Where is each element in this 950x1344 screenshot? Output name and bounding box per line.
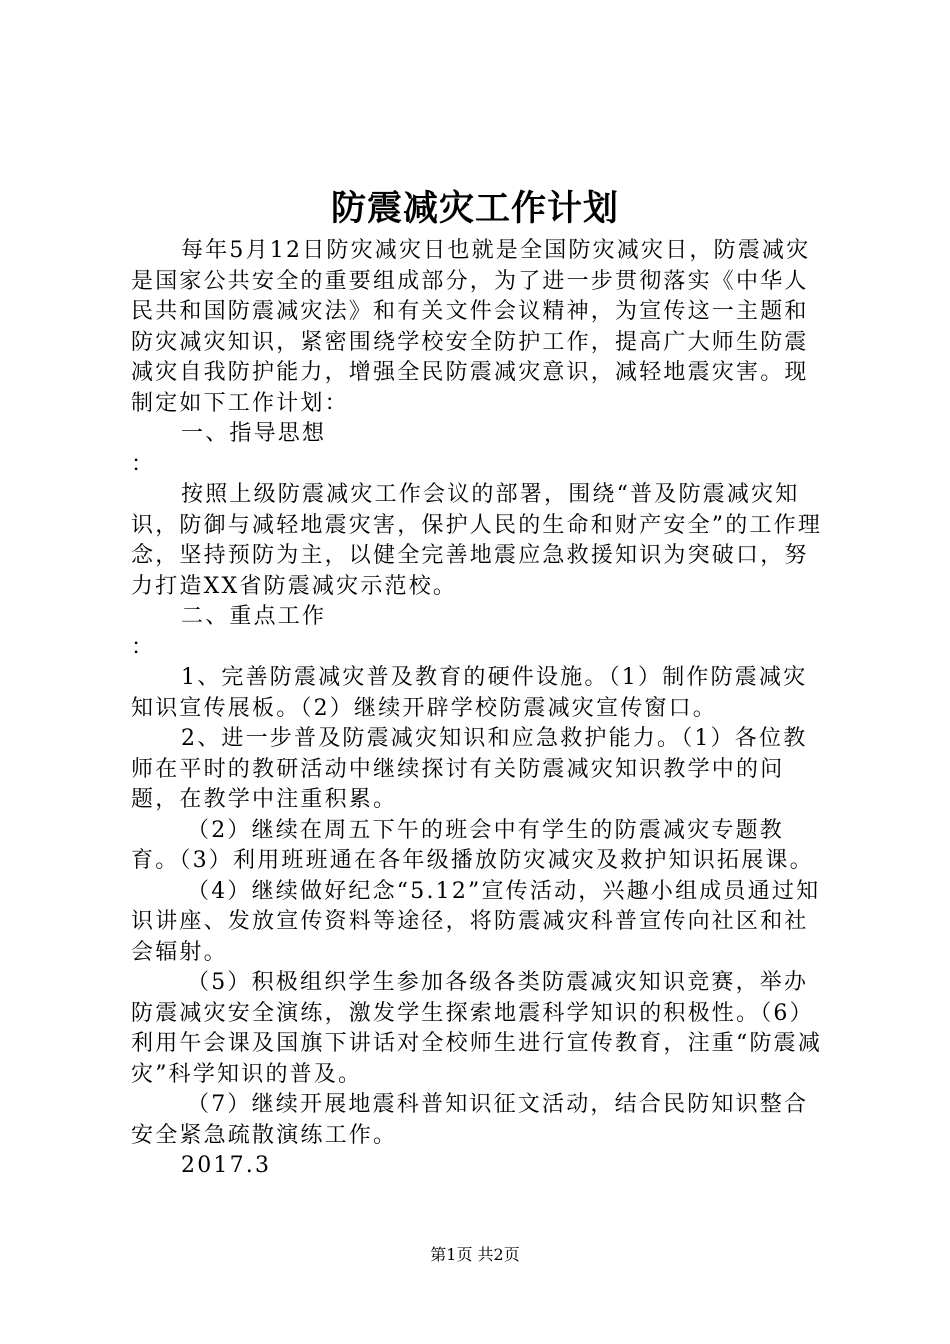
document-date: 2017.3: [181, 1153, 272, 1178]
section-heading-key-work: 二、重点工作: [181, 604, 327, 629]
document-title: 防震减灾工作计划: [330, 188, 619, 229]
section-colon: ：: [131, 634, 156, 660]
key-work-subitem-4: （4）继续做好纪念“5.12”宣传活动，兴趣小组成员通过知识讲座、发放宣传资料等途径，将防震减灾科普宣传向社区和社会辐射。: [131, 878, 821, 965]
key-work-subitem-5-6: （5）积极组织学生参加各级各类防震减灾知识竞赛，举办防震减灾安全演练，激发学生探索地震科学知识的积极性。（6）利用午会课及国旗下讲话对全校师生进行宣传教育，注重“防震减灾”科学知识的普及。: [131, 970, 823, 1087]
page-footer: 第1页 共2页: [430, 1245, 520, 1264]
section-colon: ：: [131, 451, 156, 477]
key-work-item-1: 1、完善防震减灾普及教育的硬件设施。（1）制作防震减灾知识宣传展板。（2）继续开辟学校防震减灾宣传窗口。: [131, 665, 808, 721]
section-heading-guiding-ideology: 一、指导思想: [181, 421, 327, 446]
key-work-subitem-7: （7）继续开展地震科普知识征文活动，结合民防知识整合安全紧急疏散演练工作。: [131, 1092, 809, 1148]
guiding-ideology-paragraph: 按照上级防震减灾工作会议的部署，围绕“普及防震减灾知识，防御与减轻地震灾害，保护人民的生命和财产安全”的工作理念，坚持预防为主，以健全完善地震应急救援知识为突破口，努力打造XX省防震减灾示范校。: [131, 482, 823, 599]
intro-paragraph: 每年5月12日防灾减灾日也就是全国防灾减灾日，防震减灾是国家公共安全的重要组成部分，为了进一步贯彻落实《中华人民共和国防震减灾法》和有关文件会议精神，为宣传这一主题和防灾减灾知识，紧密围绕学校安全防护工作，提高广大师生防震减灾自我防护能力，增强全民防震减灾意识，减轻地震灾害。现制定如下工作计划：: [131, 238, 811, 416]
document-body: [131, 236, 831, 1182]
key-work-item-2: 2、进一步普及防震减灾知识和应急救护能力。（1）各位教师在平时的教研活动中继续探讨有关防震减灾知识教学中的问题，在教学中注重积累。: [131, 726, 808, 812]
key-work-subitem-2-3: （2）继续在周五下午的班会中有学生的防震减灾专题教育。（3）利用班班通在各年级播放防灾减灾及救护知识拓展课。: [131, 817, 814, 873]
